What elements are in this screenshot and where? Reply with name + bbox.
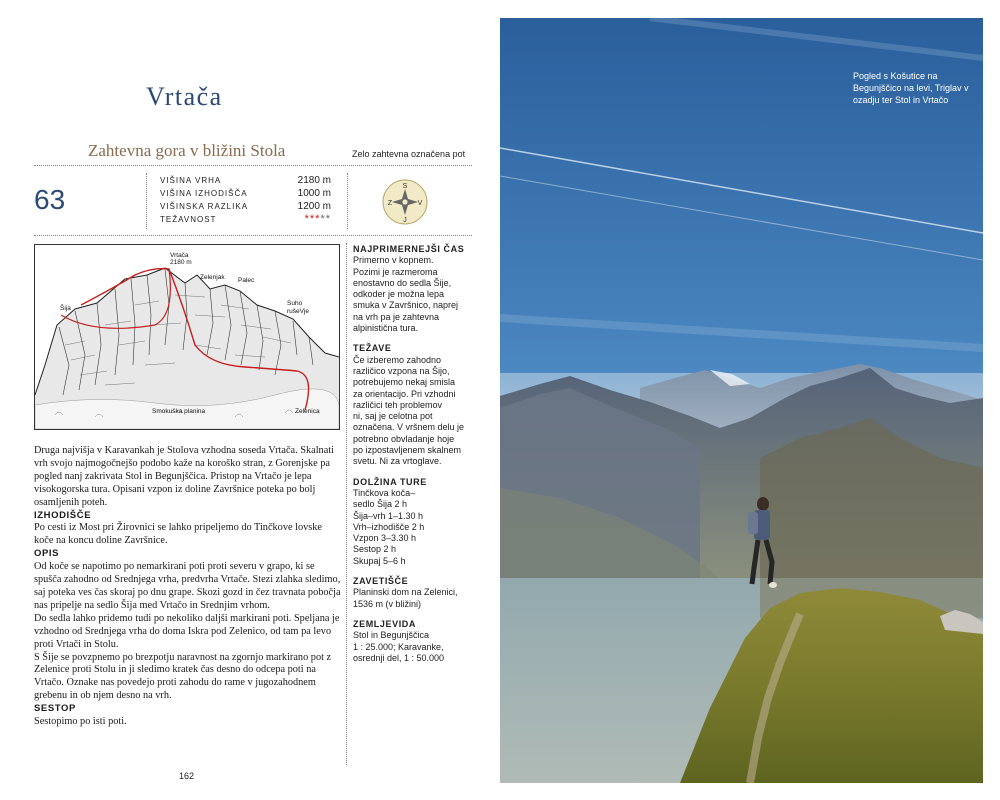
difficulty-block <box>353 343 471 467</box>
vertical-divider <box>146 173 147 229</box>
duration-block <box>353 477 471 567</box>
difficulty-line: potrebno obvladanje hoje <box>353 433 455 444</box>
seasons-compass-icon <box>381 178 429 231</box>
description-paragraph: S Šije se povzpnemo po brezpotju naravnost na zgornjo markirano pot z Zelenice proti Stolu in ji sledimo kratek čas desno do odcepa poti na Vrtačo. Oznake nas povedejo proti zahodu do rame v jugozahodnem grebenu in ob njem desno na vrh. <box>34 651 332 702</box>
duration-line: Tinčkova koča– <box>353 487 416 498</box>
stat-row <box>160 187 331 200</box>
stat-row <box>160 174 331 187</box>
label-suho-2: rušeVje <box>287 308 310 315</box>
difficulty-line: svetu. Ni za vrtoglave. <box>353 456 442 467</box>
difficulty-line: označena. V vršnem delu je <box>353 422 465 433</box>
difficulty-line: ni, saj je celotna pot <box>353 411 433 422</box>
duration-line: Vrh–izhodišče 2 h <box>353 521 425 532</box>
best-time-heading: NAJPRIMERNEJŠI ČAS <box>353 244 465 254</box>
duration-line: Skupaj 5–6 h <box>353 555 406 566</box>
start-paragraph: Po cesti iz Most pri Žirovnici se lahko pripeljemo do Tinčkove lovske koče na koncu doline Završnice. <box>34 522 322 547</box>
stat-label: VIŠINSKA RAZLIKA <box>160 202 249 211</box>
map-line: Stol in Begunjščica <box>353 630 430 641</box>
difficulty-stars-empty: ** <box>320 213 331 225</box>
difficulty-tag: Zelo zahtevna označena pot <box>352 149 466 159</box>
compass-e: V <box>417 200 423 207</box>
map-block <box>353 619 471 664</box>
shelter-line: 1536 m (v bližini) <box>353 598 422 609</box>
duration-line: Sestop 2 h <box>353 544 397 555</box>
descent-paragraph: Sestopimo po isti poti. <box>34 716 127 728</box>
best-time-line: na vrh pa je zahtevna <box>353 311 440 322</box>
best-time-line: alpinistična tura. <box>353 323 419 334</box>
difficulty-line: različici teh problemov <box>353 399 443 410</box>
route-sketch <box>34 244 340 430</box>
stat-label: VIŠINA IZHODIŠČA <box>160 189 248 198</box>
best-time-line: Pozimi je razmeroma <box>353 266 438 277</box>
description-paragraph: Od koče se napotimo po nemarkirani poti proti severu v grapo, ki se spušča zahodno od Srednjega vrha, predvrha Vrtače. Stezi zlahka sledimo, saj poteka ves čas skoraj po dnu grape. Skozi gozd in čez travnata pobočja nas pripelje na sedlo Šija med Vrtačo in Srednjim vrhom. <box>34 561 341 611</box>
duration-line: sedlo Šija 2 h <box>353 499 408 510</box>
duration-line: Vzpon 3–3.30 h <box>353 533 417 544</box>
description-paragraph: Do sedla lahko pridemo tudi po nekoliko daljši markirani poti. Speljana je vzhodno od Srednjega vrha do doma Iskra pod Zelenico, od tam pa levo proti Vrtači in Stolu. <box>34 612 340 650</box>
difficulty-stars-filled: *** <box>304 213 321 225</box>
section-heading-descent: SESTOP <box>34 703 76 715</box>
label-vrtaca: Vrtača <box>170 252 189 259</box>
mountain-sketch-illustration <box>35 245 339 429</box>
compass-s: J <box>403 217 407 224</box>
stat-value: 2180 m <box>297 175 331 186</box>
vertical-divider <box>347 173 348 229</box>
difficulty-line: potrebujemo nekaj smisla <box>353 377 456 388</box>
duration-line: Šija–vrh 1–1.30 h <box>353 510 424 521</box>
page-title: Vrtača <box>146 82 223 111</box>
label-zelenica: Zelenica <box>295 408 320 415</box>
stat-label: VIŠINA VRHA <box>160 176 222 185</box>
photo-caption: Pogled s Košutice na Begunjščico na levi, Triglav v ozadju ter Stol in Vrtačo <box>853 71 969 105</box>
difficulty-line: različico vzpona na Šijo, <box>353 365 450 376</box>
label-palec: Palec <box>238 277 255 284</box>
main-text <box>34 445 342 729</box>
difficulty-stars <box>305 213 331 226</box>
label-sija: Šija <box>60 305 71 312</box>
difficulty-heading: TEŽAVE <box>353 343 392 354</box>
best-time-block <box>353 244 471 334</box>
difficulty-line: Če izberemo zahodno <box>353 354 442 365</box>
difficulty-line: po izpostavljenem skalnem <box>353 445 462 456</box>
difficulty-line: za orientacijo. Pri vzhodni <box>353 388 456 399</box>
divider-top <box>34 165 472 166</box>
route-number: 63 <box>34 184 66 215</box>
stat-value: 1000 m <box>297 188 331 199</box>
stat-row <box>160 200 331 213</box>
stat-value: 1200 m <box>297 201 331 212</box>
mountain-photo <box>500 18 983 783</box>
map-heading: ZEMLJEVIDA <box>353 618 417 629</box>
section-heading-description: OPIS <box>34 548 60 560</box>
shelter-line: Planinski dom na Zelenici, <box>353 587 458 598</box>
stat-label: TEŽAVNOST <box>160 215 217 224</box>
compass-w: Z <box>387 200 393 207</box>
label-zelenjak: Zelenjak <box>200 274 225 281</box>
map-line: 1 : 25.000; Karavanke, <box>353 641 444 652</box>
best-time-line: enostavno do sedla Šije, <box>353 277 452 288</box>
compass-n: S <box>402 183 408 190</box>
divider-bottom <box>34 235 472 236</box>
stat-row <box>160 213 331 226</box>
label-smokuska-planina: Smokuška planina <box>152 408 206 415</box>
info-sidebar <box>353 244 471 673</box>
stats-table <box>160 174 331 226</box>
page-number: 162 <box>179 771 195 781</box>
best-time-line: Primerno v kopnem. <box>353 255 434 266</box>
label-vrtaca-altitude: 2180 m <box>170 259 192 266</box>
best-time-line: odkoder je možna lepa <box>353 289 445 300</box>
shelter-heading: ZAVETIŠČE <box>353 576 409 587</box>
map-line: osrednji del, 1 : 50.000 <box>353 652 445 663</box>
label-suho: Suho <box>287 300 303 307</box>
sidebar-divider <box>346 243 347 765</box>
duration-heading: DOLŽINA TURE <box>353 476 427 487</box>
best-time-line: smuka v Završnico, naprej <box>353 300 459 311</box>
shelter-block <box>353 576 471 610</box>
section-heading-start: IZHODIŠČE <box>34 509 92 521</box>
route-subtitle: Zahtevna gora v bližini Stola <box>88 141 286 160</box>
intro-paragraph: Druga najvišja v Karavankah je Stolova vzhodna soseda Vrtača. Skalnati vrh svojo najmogočnejšo podobo kaže na koroško stran, z Gorenjske pa pogled nanj zakrivata Stol in Begunjščica. Pristop na Vrtačo je lepa visokogorska tura. Opisani vzpon iz doline Završnice poteka po bolj osamljenih poteh. <box>34 445 334 508</box>
